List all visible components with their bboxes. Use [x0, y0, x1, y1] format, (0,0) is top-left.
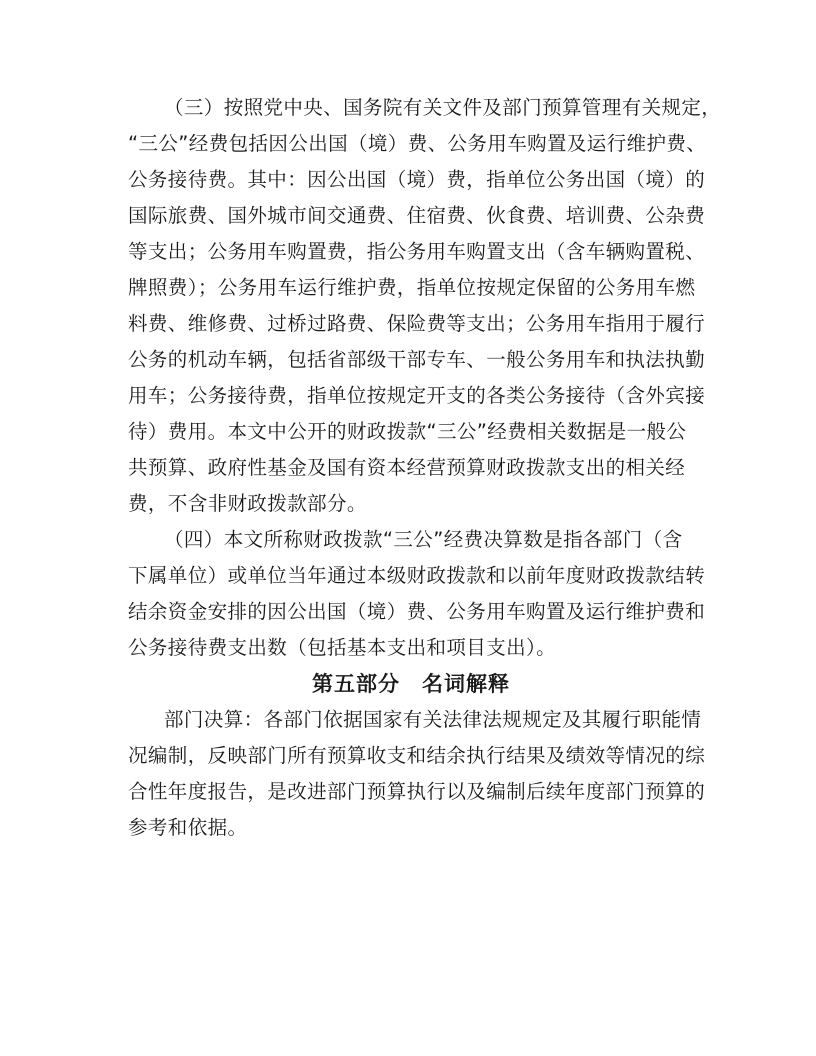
section4-line-1: （四）本文所称财政拨款“三公”经费决算数是指各部门（含	[164, 528, 683, 551]
section3-line-5: 等支出；公务用车购置费，指公务用车购置支出（含车辆购置税、	[128, 240, 706, 263]
section3-line-1: （三）按照党中央、国务院有关文件及部门预算管理有关规定，	[164, 96, 722, 119]
section3-line-4: 国际旅费、国外城市间交通费、住宿费、伙食费、培训费、公杂费	[128, 204, 706, 227]
section3-line-6: 牌照费）；公务用车运行维护费，指单位按规定保留的公务用车燃	[128, 276, 696, 299]
section3-line-9: 用车；公务接待费，指单位按规定开支的各类公务接待（含外宾接	[128, 384, 706, 407]
definition-line-4: 参考和依据。	[128, 816, 248, 839]
definition-line-2: 况编制，反映部门所有预算收支和结余执行结果及绩效等情况的综	[128, 744, 706, 767]
section4-line-3: 结余资金安排的因公出国（境）费、公务用车购置及运行维护费和	[128, 600, 706, 623]
section4-line-4: 公务接待费支出数（包括基本支出和项目支出）。	[128, 636, 557, 659]
definition-line-1: 部门决算：各部门依据国家有关法律法规规定及其履行职能情	[164, 708, 702, 731]
section3-line-7: 料费、维修费、过桥过路费、保险费等支出；公务用车指用于履行	[128, 312, 706, 335]
section3-line-2: “三公”经费包括因公出国（境）费、公务用车购置及运行维护费、	[128, 132, 707, 155]
section3-line-3: 公务接待费。其中：因公出国（境）费，指单位公务出国（境）的	[128, 168, 706, 191]
section3-line-11: 共预算、政府性基金及国有资本经营预算财政拨款支出的相关经	[128, 456, 686, 479]
section3-line-10: 待）费用。本文中公开的财政拨款“三公”经费相关数据是一般公	[128, 420, 687, 443]
definition-line-3: 合性年度报告，是改进部门预算执行以及编制后续年度部门预算的	[128, 780, 706, 803]
section3-line-12: 费，不含非财政拨款部分。	[128, 492, 367, 515]
part5-heading: 第五部分 名词解释	[312, 672, 510, 696]
section4-line-2: 下属单位）或单位当年通过本级财政拨款和以前年度财政拨款结转	[128, 564, 706, 587]
section3-line-8: 公务的机动车辆，包括省部级干部专车、一般公务用车和执法执勤	[128, 348, 706, 371]
